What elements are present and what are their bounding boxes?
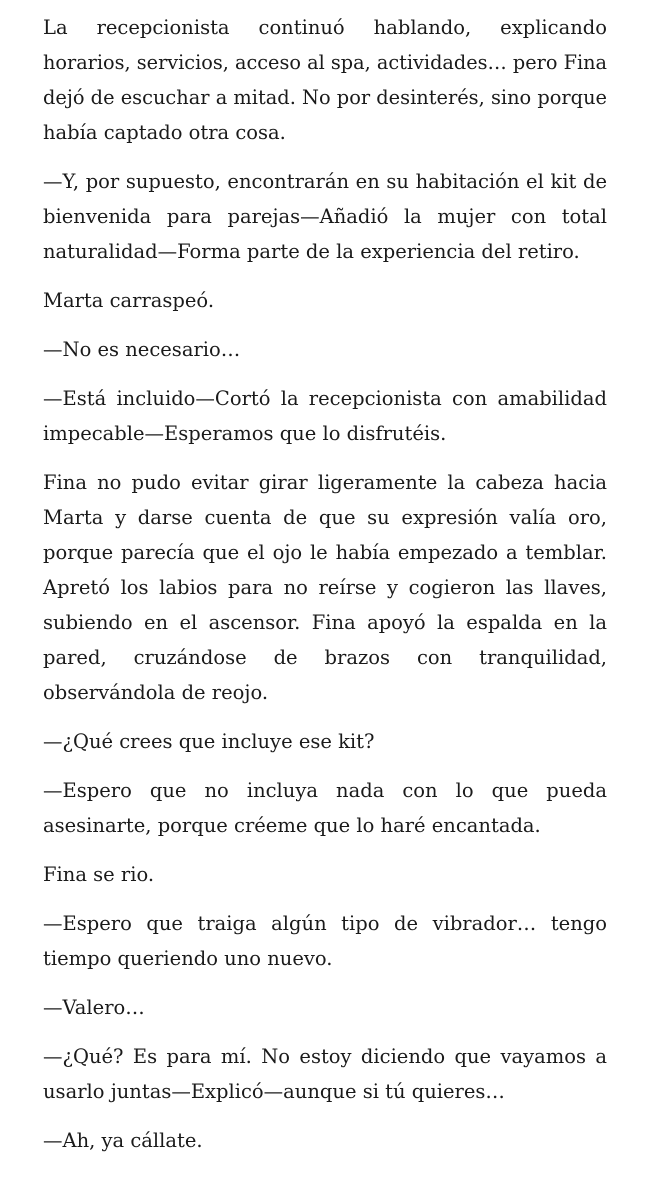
paragraph xyxy=(43,283,607,318)
text-line: Fina se rio. xyxy=(43,863,155,886)
paragraph xyxy=(43,990,607,1025)
text-line: horarios, servicios, acceso al spa, actividades… pero Fina xyxy=(43,51,607,74)
paragraph xyxy=(43,10,607,150)
paragraph xyxy=(43,857,607,892)
text-line: había captado otra cosa. xyxy=(43,121,286,144)
text-line: —Está incluido—Cortó la recepcionista con amabilidad xyxy=(43,387,607,410)
text-line: Marta carraspeó. xyxy=(43,289,215,312)
paragraph xyxy=(43,465,607,710)
text-line: —Espero que traiga algún tipo de vibrador… tengo xyxy=(43,912,607,935)
text-line: —No es necesario… xyxy=(43,338,241,361)
text-line: La recepcionista continuó hablando, explicando xyxy=(43,16,607,39)
text-line: usarlo juntas—Explicó—aunque si tú quieres… xyxy=(43,1080,505,1103)
paragraph xyxy=(43,332,607,367)
text-line: subiendo en el ascensor. Fina apoyó la espalda en la xyxy=(43,611,607,634)
text-line: —¿Qué crees que incluye ese kit? xyxy=(43,730,375,753)
text-line: impecable—Esperamos que lo disfrutéis. xyxy=(43,422,447,445)
text-line: bienvenida para parejas—Añadió la mujer con total xyxy=(43,205,607,228)
paragraph xyxy=(43,381,607,451)
text-line: asesinarte, porque créeme que lo haré encantada. xyxy=(43,814,541,837)
text-line: Marta y darse cuenta de que su expresión valía oro, xyxy=(43,506,607,529)
text-line: naturalidad—Forma parte de la experiencia del retiro. xyxy=(43,240,580,263)
paragraph xyxy=(43,164,607,269)
text-line: observándola de reojo. xyxy=(43,681,269,704)
paragraph xyxy=(43,1123,607,1158)
text-body xyxy=(43,10,607,1158)
text-line: dejó de escuchar a mitad. No por desinterés, sino porque xyxy=(43,86,607,109)
text-line: tiempo queriendo uno nuevo. xyxy=(43,947,333,970)
text-line: pared, cruzándose de brazos con tranquilidad, xyxy=(43,646,607,669)
paragraph xyxy=(43,724,607,759)
paragraph xyxy=(43,1039,607,1109)
paragraph xyxy=(43,773,607,843)
text-line: —Ah, ya cállate. xyxy=(43,1129,203,1152)
paragraph xyxy=(43,906,607,976)
text-line: —Valero… xyxy=(43,996,145,1019)
text-line: —Espero que no incluya nada con lo que pueda xyxy=(43,779,607,802)
text-line: —Y, por supuesto, encontrarán en su habitación el kit de xyxy=(43,170,607,193)
text-line: Fina no pudo evitar girar ligeramente la cabeza hacia xyxy=(43,471,607,494)
text-line: porque parecía que el ojo le había empezado a temblar. xyxy=(43,541,607,564)
text-line: —¿Qué? Es para mí. No estoy diciendo que vayamos a xyxy=(43,1045,607,1068)
text-line: Apretó los labios para no reírse y cogieron las llaves, xyxy=(43,576,607,599)
